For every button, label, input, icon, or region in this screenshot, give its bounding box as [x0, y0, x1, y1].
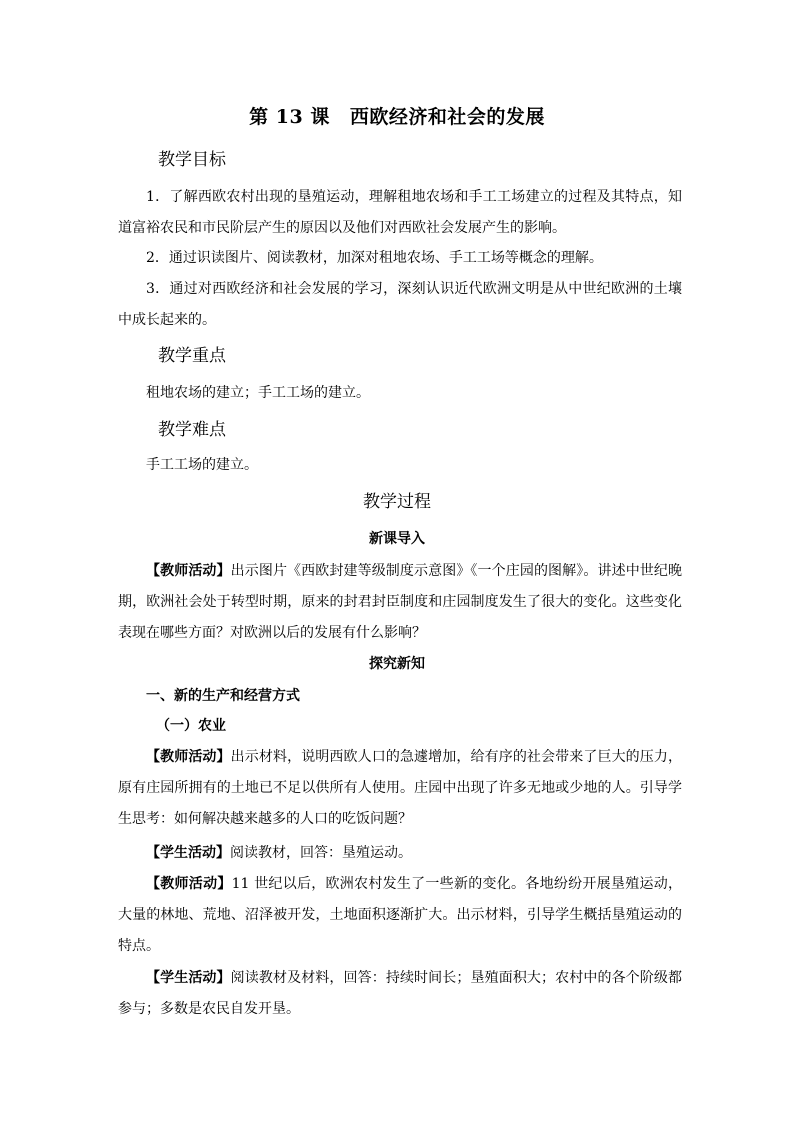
- objective-item-1: 1．了解西欧农村出现的垦殖运动，理解租地农场和手工工场建立的过程及其特点，知道富裕农民和市民阶层产生的原因以及他们对西欧社会发展产生的影响。: [118, 189, 682, 236]
- key-points-text: 租地农场的建立；手工工场的建立。: [146, 385, 370, 401]
- intro-paragraph: [118, 556, 682, 649]
- objective-item-2: 2．通过识读图片、阅读教材，加深对租地农场、手工工场等概念的理解。: [146, 250, 603, 266]
- activity-text: 阅读教材，回答：垦殖运动。: [230, 845, 412, 861]
- difficulties-text: 手工工场的建立。: [146, 457, 258, 473]
- activity-text: 出示材料，说明西欧人口的急遽增加，给有序的社会带来了巨大的压力，原有庄园所拥有的土地已不足以供所有人使用。庄园中出现了许多无地或少地的人。引导学生思考：如何解决越来越多的人口的吃饭问题？: [118, 749, 683, 827]
- lesson-number: 第 13 课: [249, 106, 330, 128]
- explore-heading: 探究新知: [369, 656, 425, 672]
- section-heading-1: 一、新的生产和经营方式: [146, 688, 300, 704]
- activity-tag: 【教师活动】: [146, 749, 231, 765]
- subsection-heading-1: （一）农业: [156, 718, 226, 734]
- lesson-name: 西欧经济和社会的发展: [349, 106, 545, 128]
- activity-text: 阅读教材及材料，回答：持续时间长；垦殖面积大；农村中的各个阶级都参与；多数是农民自发开垦。: [118, 970, 683, 1017]
- activity-tag: 【教师活动】: [146, 876, 232, 892]
- intro-heading: 新课导入: [369, 531, 425, 547]
- activity-text: 11 世纪以后，欧洲农村发生了一些新的变化。各地纷纷开展垦殖运动，大量的林地、荒地、沼泽被开发，土地面积逐渐扩大。出示材料，引导学生概括垦殖运动的特点。: [118, 876, 682, 954]
- activity-tag: 【教师活动】: [146, 563, 231, 579]
- objectives-heading: 教学目标: [158, 150, 226, 170]
- activity-paragraph-2: [118, 838, 682, 869]
- activity-paragraph-4: [118, 963, 682, 1025]
- key-points-heading: 教学重点: [158, 346, 226, 366]
- activity-paragraph-3: [118, 869, 682, 962]
- activity-tag: 【学生活动】: [146, 970, 231, 986]
- difficulties-heading: 教学难点: [158, 420, 226, 440]
- activity-text: 出示图片《西欧封建等级制度示意图》《一个庄园的图解》。讲述中世纪晚期，欧洲社会处于转型时期，原来的封君封臣制度和庄园制度发生了很大的变化。这些变化表现在哪些方面？对欧洲以后的发展有什么影响？: [118, 563, 683, 641]
- activity-paragraph-1: [118, 742, 682, 835]
- lesson-title: [0, 103, 794, 131]
- objective-item-3: 3．通过对西欧经济和社会发展的学习，深刻认识近代欧洲文明是从中世纪欧洲的土壤中成长起来的。: [118, 281, 682, 328]
- activity-tag: 【学生活动】: [146, 845, 230, 861]
- process-heading: 教学过程: [363, 492, 431, 512]
